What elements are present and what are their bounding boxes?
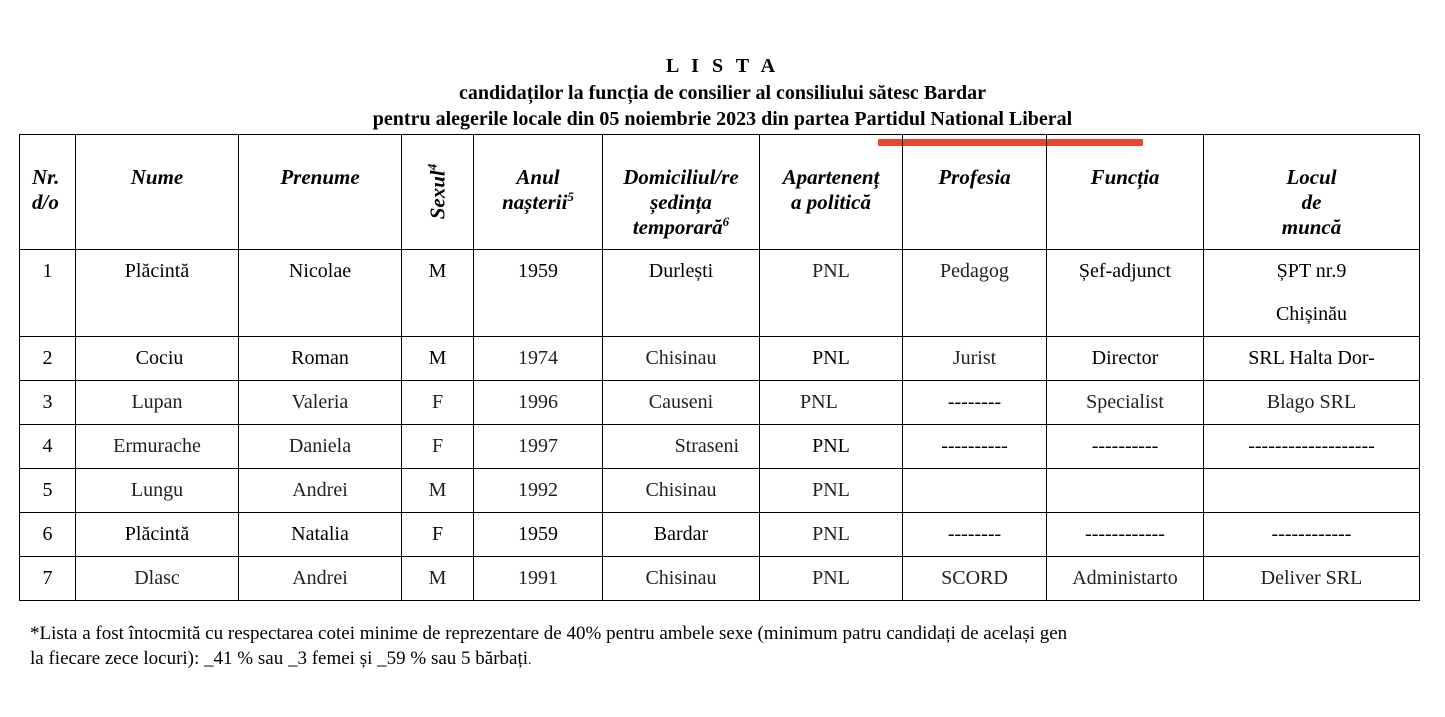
cell-locul: SRL Halta Dor- [1204, 337, 1420, 381]
cell-nr: 5 [20, 469, 76, 513]
cell-nr: 3 [20, 381, 76, 425]
candidates-table [19, 134, 1420, 601]
cell-profesia: Jurist [903, 337, 1047, 381]
cell-nr: 1 [20, 250, 76, 337]
document-title: L I S T A [665, 55, 780, 77]
cell-prenume: Andrei [239, 469, 402, 513]
cell-domiciliul: Causeni [603, 381, 760, 425]
cell-anul: 1959 [474, 250, 603, 337]
cell-profesia: Pedagog [903, 250, 1047, 337]
cell-prenume: Natalia [239, 513, 402, 557]
cell-prenume: Roman [239, 337, 402, 381]
col-header-locul: Locul de muncă [1204, 135, 1420, 250]
cell-domiciliul: Straseni [603, 425, 760, 469]
col-header-domiciliul: Domiciliul/re ședința temporară$^6$ [603, 135, 760, 250]
table-row [20, 557, 1420, 601]
cell-profesia: ---------- [903, 425, 1047, 469]
cell-anul: 1959 [474, 513, 603, 557]
col-header-nr: Nr. d/o [20, 135, 76, 250]
cell-locul [1204, 469, 1420, 513]
cell-sex: M [402, 250, 474, 337]
cell-domiciliul: Chisinau [603, 337, 760, 381]
cell-sex: F [402, 513, 474, 557]
table-row [20, 469, 1420, 513]
cell-nume: Ermurache [76, 425, 239, 469]
cell-prenume: Daniela [239, 425, 402, 469]
cell-sex: F [402, 425, 474, 469]
cell-locul: ȘPT nr.9 Chișinău [1204, 250, 1420, 337]
cell-partid: PNL [760, 513, 903, 557]
document-subtitle: candidaților la funcția de consilier al consiliului sătesc Bardar [458, 82, 987, 104]
cell-partid: PNL [760, 250, 903, 337]
table-row [20, 513, 1420, 557]
cell-functia: Șef-adjunct [1047, 250, 1204, 337]
cell-anul: 1996 [474, 381, 603, 425]
cell-functia: Specialist [1047, 381, 1204, 425]
cell-functia: ------------ [1047, 513, 1204, 557]
cell-profesia: -------- [903, 381, 1047, 425]
cell-functia: Director [1047, 337, 1204, 381]
cell-domiciliul: Durlești [603, 250, 760, 337]
cell-sex: F [402, 381, 474, 425]
cell-anul: 1974 [474, 337, 603, 381]
cell-functia: ---------- [1047, 425, 1204, 469]
cell-domiciliul: Chisinau [603, 557, 760, 601]
table-row [20, 381, 1420, 425]
table-row [20, 250, 1420, 337]
footnote-line-1: *Lista a fost întocmită cu respectarea cotei minime de reprezentare de 40% pentru ambele sexe (minimum patru candidați de același gen [30, 623, 1068, 644]
cell-profesia: SCORD [903, 557, 1047, 601]
cell-partid: PNL [760, 557, 903, 601]
cell-locul: Blago SRL [1204, 381, 1420, 425]
quota-footnote [30, 621, 1410, 673]
cell-locul: Deliver SRL [1204, 557, 1420, 601]
cell-nume: Dlasc [76, 557, 239, 601]
cell-sex: M [402, 557, 474, 601]
cell-partid: PNL [760, 425, 903, 469]
cell-partid: PNL [760, 381, 903, 425]
cell-nr: 6 [20, 513, 76, 557]
cell-domiciliul: Chisinau [603, 469, 760, 513]
cell-locul: ------------ [1204, 513, 1420, 557]
col-header-profesia: Profesia [903, 135, 1047, 250]
cell-nume: Plăcintă [76, 250, 239, 337]
cell-sex: M [402, 469, 474, 513]
cell-partid: PNL [760, 337, 903, 381]
cell-locul: ------------------- [1204, 425, 1420, 469]
table-header-row [20, 135, 1420, 250]
cell-functia [1047, 469, 1204, 513]
cell-prenume: Andrei [239, 557, 402, 601]
cell-profesia [903, 469, 1047, 513]
cell-nume: Cociu [76, 337, 239, 381]
col-header-functia: Funcția [1047, 135, 1204, 250]
cell-nume: Plăcintă [76, 513, 239, 557]
cell-functia: Administarto [1047, 557, 1204, 601]
cell-profesia: -------- [903, 513, 1047, 557]
col-header-nume: Nume [76, 135, 239, 250]
col-header-anul: Anul nașterii$^5$ [474, 135, 603, 250]
cell-prenume: Valeria [239, 381, 402, 425]
table-row [20, 425, 1420, 469]
cell-nr: 2 [20, 337, 76, 381]
col-header-sexul: Sexul$^4$ [402, 135, 474, 250]
cell-partid: PNL [760, 469, 903, 513]
table-row [20, 337, 1420, 381]
cell-nume: Lungu [76, 469, 239, 513]
cell-nume: Lupan [76, 381, 239, 425]
cell-domiciliul: Bardar [603, 513, 760, 557]
cell-prenume: Nicolae [239, 250, 402, 337]
cell-anul: 1997 [474, 425, 603, 469]
cell-nr: 4 [20, 425, 76, 469]
col-header-prenume: Prenume [239, 135, 402, 250]
cell-sex: M [402, 337, 474, 381]
col-header-apartenenta: Apartenenț a politică [760, 135, 903, 250]
document-election-line: pentru alegerile locale din 05 noiembrie 2023 din partea Partidul National Liberal [372, 108, 1073, 130]
cell-anul: 1991 [474, 557, 603, 601]
cell-anul: 1992 [474, 469, 603, 513]
cell-nr: 7 [20, 557, 76, 601]
footnote-line-2: la fiecare zece locuri): _41 % sau _3 femei și _59 % sau 5 bărbați. [30, 648, 532, 669]
